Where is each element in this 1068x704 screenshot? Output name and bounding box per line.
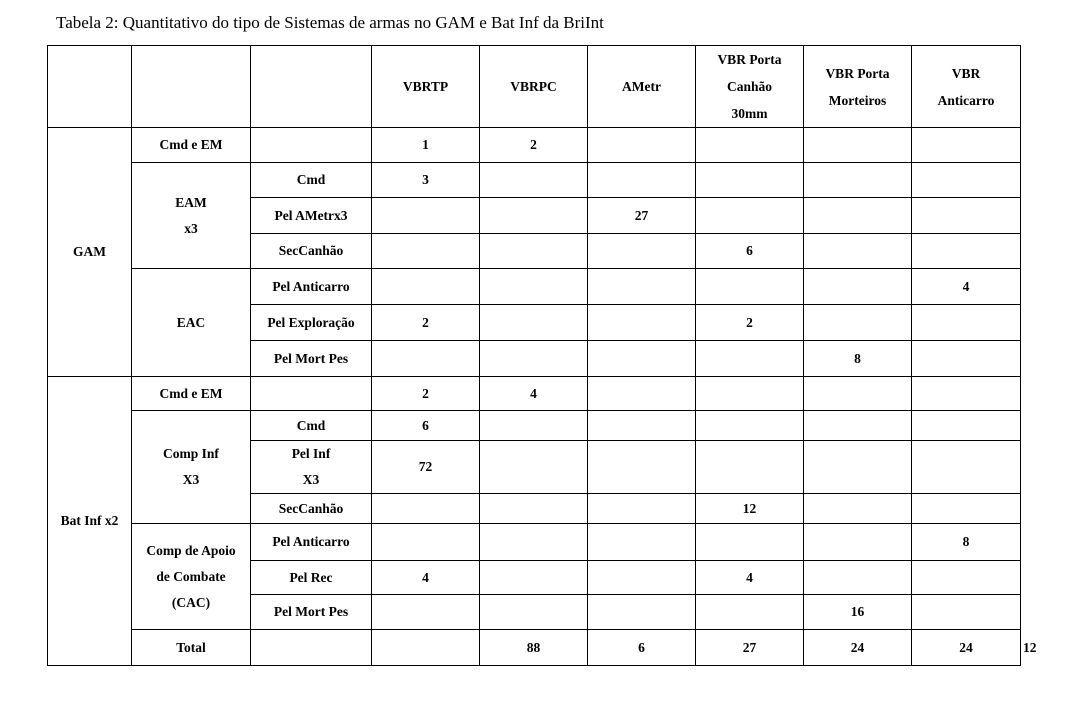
- cell: [372, 341, 480, 377]
- table-caption: Tabela 2: Quantitativo do tipo de Sistemas de armas no GAM e Bat Inf da BriInt: [56, 13, 604, 32]
- cell: [588, 305, 696, 341]
- cell: [251, 128, 372, 163]
- header-line: 30mm: [731, 106, 768, 121]
- label-line: Comp de Apoio: [146, 542, 236, 558]
- cell: [588, 561, 696, 595]
- cell: [480, 595, 588, 630]
- cell: [804, 269, 912, 305]
- cell: [804, 305, 912, 341]
- cell: [480, 198, 588, 234]
- cell: [480, 494, 588, 524]
- cell: [912, 128, 1021, 163]
- subunit-label: Pel Exploração: [251, 305, 372, 341]
- cell: [588, 524, 696, 561]
- cell: [696, 411, 804, 441]
- cell: [912, 561, 1021, 595]
- label-line: Pel Inf: [291, 446, 331, 461]
- header-line: VBR: [951, 65, 981, 81]
- header-vbr-anticarro: [912, 46, 1021, 128]
- cell: [480, 341, 588, 377]
- cell-vbr-canhao: 6: [696, 234, 804, 269]
- header-ametr: AMetr: [588, 46, 696, 128]
- cell: [480, 441, 588, 494]
- total-vbr-canhao: 24: [804, 630, 912, 666]
- table-row: [48, 524, 1021, 561]
- cell: [372, 269, 480, 305]
- total-vbrtp: 88: [480, 630, 588, 666]
- subunit-label: SecCanhão: [251, 494, 372, 524]
- label-line: x3: [184, 220, 198, 236]
- subunit-label: Pel AMetrx3: [251, 198, 372, 234]
- cell-vbr-morteiros: 16: [804, 595, 912, 630]
- cell-vbrpc: 2: [480, 128, 588, 163]
- cell-vbrtp: 3: [372, 163, 480, 198]
- cell: [588, 341, 696, 377]
- label-line: Comp Inf: [163, 446, 219, 461]
- unit-label-comp-inf: [132, 411, 251, 524]
- cell: [912, 411, 1021, 441]
- cell-ametr: 27: [588, 198, 696, 234]
- subunit-label: Pel Anticarro: [251, 269, 372, 305]
- subunit-label: SecCanhão: [251, 234, 372, 269]
- total-vbrpc: 6: [588, 630, 696, 666]
- cell-vbrtp: 4: [372, 561, 480, 595]
- cell: [804, 128, 912, 163]
- cell: [804, 411, 912, 441]
- unit-label-eam: [132, 163, 251, 269]
- cell: [804, 524, 912, 561]
- cell: [251, 377, 372, 411]
- cell: [480, 411, 588, 441]
- header-line: VBR Porta: [825, 65, 890, 81]
- cell: [588, 269, 696, 305]
- group-label-bat-inf: Bat Inf x2: [48, 377, 132, 666]
- cell: [480, 163, 588, 198]
- cell: [588, 377, 696, 411]
- total-row: Total 88 6 27 24 24 12: [48, 630, 1021, 666]
- cell: [588, 494, 696, 524]
- header-line: VBR Porta: [717, 52, 782, 67]
- total-vbr-morteiros: 24: [912, 630, 1021, 666]
- cell: [912, 377, 1021, 411]
- header-empty-cell: [48, 46, 132, 128]
- cell: [696, 524, 804, 561]
- cell-vbr-canhao: 2: [696, 305, 804, 341]
- cell: [696, 269, 804, 305]
- subunit-label: Pel Rec: [251, 561, 372, 595]
- cell: [696, 377, 804, 411]
- cell: [804, 561, 912, 595]
- header-vbrtp: VBRTP: [372, 46, 480, 128]
- subunit-label: Cmd: [251, 163, 372, 198]
- cell: [480, 305, 588, 341]
- cell: [912, 234, 1021, 269]
- table-row: [48, 163, 1021, 198]
- header-vbr-porta-morteiros: [804, 46, 912, 128]
- header-line: Canhão: [726, 79, 772, 94]
- cell-vbrtp: 1: [372, 128, 480, 163]
- cell: [588, 441, 696, 494]
- cell: [696, 595, 804, 630]
- label-line: (CAC): [171, 594, 211, 610]
- weapons-table: [47, 45, 1037, 666]
- cell: [912, 198, 1021, 234]
- cell: [912, 305, 1021, 341]
- cell: [912, 441, 1021, 494]
- subunit-label: Pel Anticarro: [251, 524, 372, 561]
- total-ametr: 27: [696, 630, 804, 666]
- unit-label-eac: EAC: [132, 269, 251, 377]
- cell: [372, 595, 480, 630]
- cell: [372, 630, 480, 666]
- table-row: [48, 128, 1021, 163]
- cell-vbrtp: 6: [372, 411, 480, 441]
- cell-vbr-canhao: 12: [696, 494, 804, 524]
- cell: [912, 163, 1021, 198]
- subunit-label: Pel Mort Pes: [251, 595, 372, 630]
- cell: [588, 163, 696, 198]
- cell: [372, 524, 480, 561]
- cell: [804, 377, 912, 411]
- cell: [372, 198, 480, 234]
- cell-vbr-morteiros: 8: [804, 341, 912, 377]
- header-empty-cell: [251, 46, 372, 128]
- header-vbrpc: VBRPC: [480, 46, 588, 128]
- unit-label: Cmd e EM: [132, 128, 251, 163]
- cell-vbrtp: 2: [372, 377, 480, 411]
- cell: [588, 234, 696, 269]
- cell: [480, 234, 588, 269]
- cell: [480, 524, 588, 561]
- cell: [912, 494, 1021, 524]
- cell: [696, 128, 804, 163]
- cell: [588, 595, 696, 630]
- cell-vbr-canhao: 4: [696, 561, 804, 595]
- cell: [372, 494, 480, 524]
- subunit-label: Cmd: [251, 411, 372, 441]
- unit-label-cac: [132, 524, 251, 630]
- unit-label: Cmd e EM: [132, 377, 251, 411]
- cell: [696, 341, 804, 377]
- cell: [251, 630, 372, 666]
- subunit-label: [251, 441, 372, 494]
- header-row: [48, 46, 1021, 128]
- cell: [480, 561, 588, 595]
- cell: [696, 163, 804, 198]
- cell: [588, 411, 696, 441]
- cell-vbrtp: 2: [372, 305, 480, 341]
- cell-vbrtp: 72: [372, 441, 480, 494]
- cell: [696, 441, 804, 494]
- total-label: Total: [132, 630, 251, 666]
- group-label-gam: GAM: [48, 128, 132, 377]
- cell: [372, 234, 480, 269]
- cell-vbrpc: 4: [480, 377, 588, 411]
- label-line: X3: [182, 472, 200, 487]
- cell: [696, 198, 804, 234]
- header-empty-cell: [132, 46, 251, 128]
- label-line: X3: [302, 472, 320, 487]
- header-line: Anticarro: [937, 92, 995, 108]
- cell: [912, 595, 1021, 630]
- table-row: [48, 377, 1021, 411]
- cell-vbr-anticarro: 8: [912, 524, 1021, 561]
- cell-vbr-anticarro: 4: [912, 269, 1021, 305]
- cell: [804, 163, 912, 198]
- cell: [804, 494, 912, 524]
- cell: [480, 269, 588, 305]
- cell: [912, 341, 1021, 377]
- header-line: Morteiros: [828, 92, 887, 108]
- table-row: [48, 269, 1021, 305]
- cell: [804, 198, 912, 234]
- table-row: [48, 411, 1021, 441]
- cell: [804, 234, 912, 269]
- cell: [804, 441, 912, 494]
- label-line: EAM: [175, 194, 207, 210]
- label-line: de Combate: [156, 568, 226, 584]
- cell: [588, 128, 696, 163]
- subunit-label: Pel Mort Pes: [251, 341, 372, 377]
- header-vbr-porta-canhao: [696, 46, 804, 128]
